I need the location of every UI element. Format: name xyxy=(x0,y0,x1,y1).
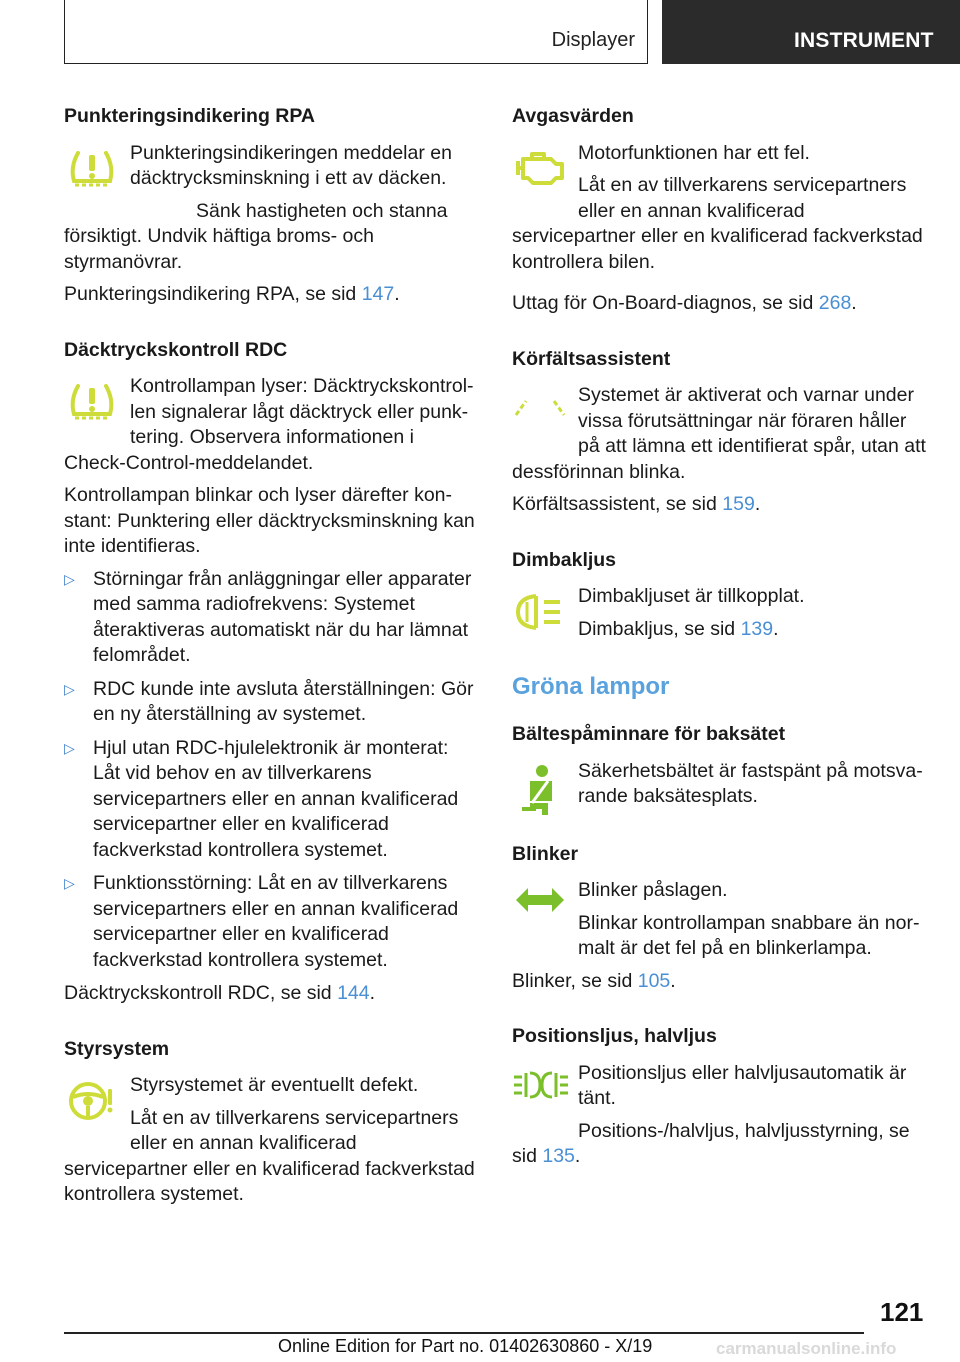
paragraph: Säkerhetsbältet är fastspänt på motsvarande baksätesplats. xyxy=(578,759,923,807)
section-title: Avgasvärden xyxy=(512,105,634,127)
page-number: 121 xyxy=(880,1297,924,1327)
watermark: carmanualsonline.info xyxy=(716,1339,897,1358)
green-lamps-heading: Gröna lampor xyxy=(512,673,670,700)
paragraph: Kontrollampan blinkar och lyser därefter konstant: Punktering eller däcktrycksminskning kan inte identifieras. xyxy=(64,484,475,557)
triangle-bullet-icon: ▷ xyxy=(64,739,75,756)
paragraph: Kontrollampan lyser: Däcktryckskontrollen signalerar lågt däcktryck eller punktering. Observera informationen i Check-Control-meddelandet. xyxy=(64,375,474,474)
paragraph: Styrsystemet är eventuellt defekt. xyxy=(130,1074,419,1096)
bullet-item: ▷ Störningar från anläggningar eller apparater med samma radiofrekvens: Systemet återaktiveras automatiskt när du har lämnat felområdet. xyxy=(64,567,472,666)
section-fog xyxy=(512,548,928,643)
header-frame xyxy=(64,0,648,64)
section-exhaust xyxy=(512,104,928,317)
page-link[interactable]: 144 xyxy=(337,982,370,1004)
section-title: Dimbakljus xyxy=(512,548,617,571)
paragraph: Blinker påslagen. xyxy=(578,879,728,901)
triangle-bullet-icon: ▷ xyxy=(64,875,75,891)
page-link[interactable]: 147 xyxy=(361,283,395,305)
steering-wheel-warning-icon xyxy=(64,1077,120,1137)
paragraph: Punkteringsindikeringen meddelar en däcktrycksminskning i ett av däcken. xyxy=(130,141,452,189)
paragraph: Sänk hastigheten och stanna försiktigt. Undvik häftiga broms- och styrmanövrar. xyxy=(64,199,448,273)
reference: Blinker, se sid 105. xyxy=(512,969,676,992)
footer-edition: Online Edition for Part no. 01402630860 - X/19 xyxy=(278,1336,653,1356)
tire-pressure-warning-icon xyxy=(64,378,120,438)
triangle-bullet-icon: ▷ xyxy=(64,680,75,697)
lane-assist-icon xyxy=(512,387,568,447)
paragraph: Positions-/halvljus, halvljusstyrning, se sid 135. xyxy=(512,1119,910,1167)
left-column xyxy=(64,104,480,1238)
section-rdc xyxy=(64,338,480,1007)
bullet-item: ▷ Funktionsstörning: Låt en av tillverkarens servicepartners eller en annan kvalificerad servicepartner eller en kvalificerad fackverkstad kontrollera systemet. xyxy=(64,872,459,971)
paragraph: Systemet är aktiverat och varnar under vissa förutsättningar när föraren håller på att lämna ett identifierat spår, utan att dessförinnan blinka. xyxy=(512,384,926,483)
reference: Uttag för On-Board-diagnos, se sid 268. xyxy=(512,292,857,314)
position-light-icon xyxy=(512,1065,568,1125)
seatbelt-icon xyxy=(512,763,568,823)
turn-signal-icon xyxy=(512,882,568,942)
header-tab-label: INSTRUMENT xyxy=(794,29,934,52)
right-column xyxy=(512,104,928,1200)
section-rpa xyxy=(64,104,480,308)
engine-check-icon xyxy=(512,145,568,205)
reference: Dimbakljus, se sid 139. xyxy=(578,617,779,640)
paragraph: Blinkar kontrollampan snabbare än normalt är det fel på en blinkerlampa. xyxy=(578,911,920,959)
header-section: Displayer xyxy=(551,29,635,51)
paragraph: Låt en av tillverkarens servicepartners eller en annan kvalificerad servicepartner eller en kvalificerad fackverkstad kontrollera systemet. xyxy=(64,1106,475,1205)
paragraph: Låt en av tillverkarens servicepartners eller en annan kvalificerad servicepartner eller en kvalificerad fackverkstad kontrollera bilen. xyxy=(512,174,923,273)
page-link[interactable]: 139 xyxy=(740,617,774,640)
section-blinker xyxy=(512,840,928,995)
section-title: Positionsljus, halvljus xyxy=(512,1025,717,1047)
section-title: Bältespåminnare för baksätet xyxy=(512,723,786,745)
section-lane xyxy=(512,347,928,518)
section-steering xyxy=(64,1037,480,1208)
triangle-bullet-icon: ▷ xyxy=(64,570,75,587)
header-tab xyxy=(662,0,960,64)
page-link[interactable]: 135 xyxy=(542,1145,575,1167)
bullet-item: ▷ RDC kunde inte avsluta återställningen: Gör en ny återställning av systemet. xyxy=(64,677,474,725)
section-title: Körfältsassistent xyxy=(512,347,671,370)
section-belt xyxy=(512,722,928,810)
section-title: Punkteringsindikering RPA xyxy=(64,105,316,127)
section-title: Styrsystem xyxy=(64,1037,170,1060)
section-title: Blinker xyxy=(512,842,579,865)
paragraph: Motorfunktionen har ett fel. xyxy=(578,141,810,164)
reference: Däcktryckskontroll RDC, se sid 144. xyxy=(64,982,376,1004)
page-link[interactable]: 105 xyxy=(637,969,671,992)
paragraph: Dimbakljuset är tillkopplat. xyxy=(578,585,805,607)
tire-pressure-warning-icon xyxy=(64,145,120,205)
rear-fog-light-icon xyxy=(512,588,568,648)
bullet-item: ▷ Hjul utan RDC-hjulelektronik är monterat: Låt vid behov en av tillverkarens servicepartners eller en annan kvalificerad servicepartner eller en kvalificerad fackverkstad kontrollera systemet. xyxy=(64,736,459,861)
section-title: Däcktryckskontroll RDC xyxy=(64,338,288,361)
reference: Körfältsassistent, se sid 159. xyxy=(512,493,761,515)
page-link[interactable]: 268 xyxy=(818,292,852,314)
paragraph: Positionsljus eller halvljusautomatik är tänt. xyxy=(578,1061,907,1109)
section-position xyxy=(512,1024,928,1170)
reference: Punkteringsindikering RPA, se sid 147. xyxy=(64,283,400,305)
page-link[interactable]: 159 xyxy=(722,493,755,515)
